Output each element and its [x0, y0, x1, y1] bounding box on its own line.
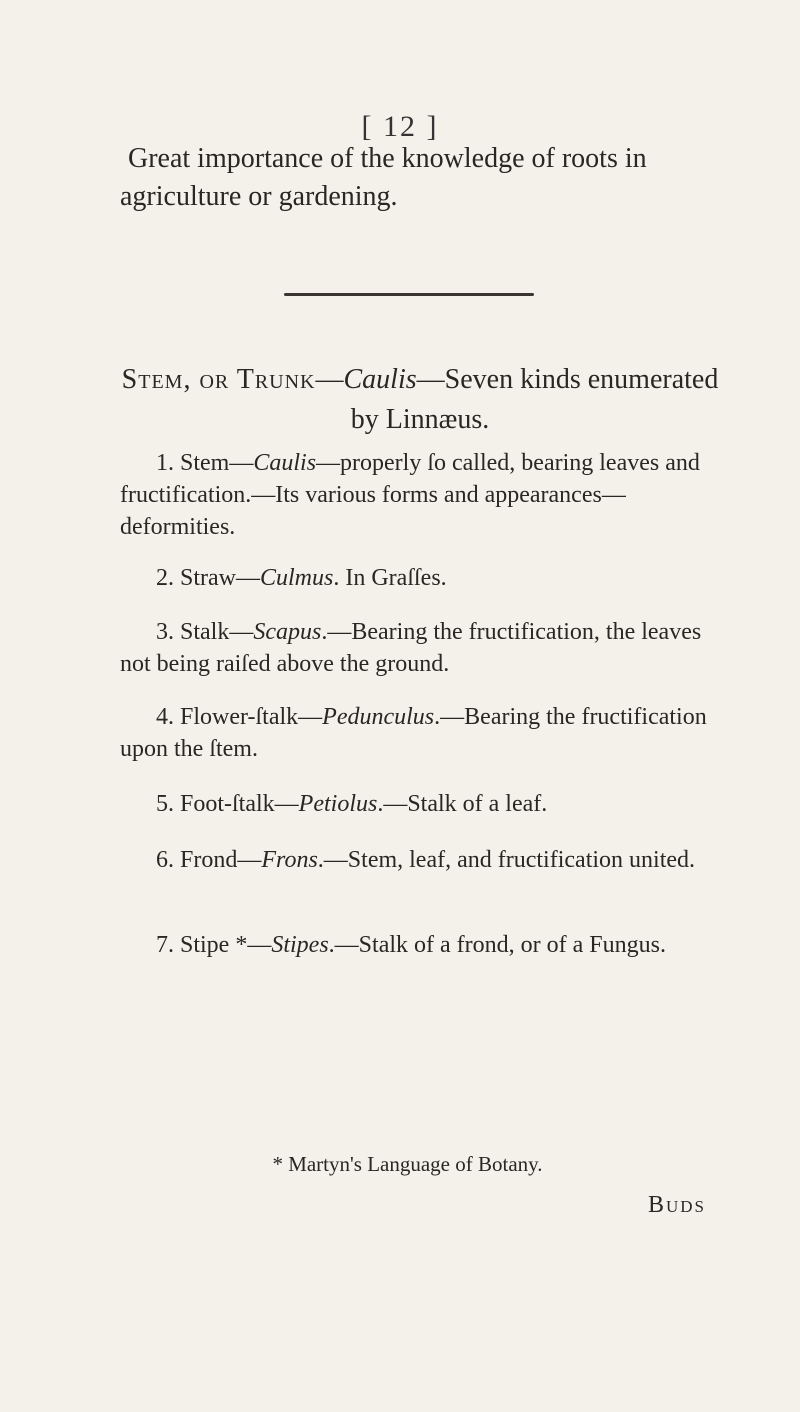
item-latin: Stipes	[271, 932, 329, 958]
item-text: —properly ſo called, bearing leaves and fructification.—Its various forms and appearances—deformities.	[120, 450, 700, 540]
list-item	[120, 701, 725, 765]
heading-subtitle: Seven kinds enumerated by Linnæus.	[350, 364, 719, 435]
heading-title: Stem, or Trunk	[121, 364, 316, 395]
section-divider	[284, 293, 534, 296]
item-latin: Petiolus	[298, 791, 378, 817]
item-lead: 4. Flower-ſtalk—	[156, 704, 323, 730]
list-item	[120, 447, 725, 543]
intro-paragraph: Great importance of the knowledge of roots in agriculture or gardening.	[120, 143, 647, 212]
item-lead: 2. Straw—	[156, 565, 260, 591]
list-item	[120, 562, 725, 594]
footnote: * Martyn's Language of Botany.	[272, 1152, 543, 1176]
item-latin: Frons	[261, 847, 318, 873]
item-latin: Pedunculus	[322, 704, 435, 730]
item-latin: Scapus	[253, 619, 322, 645]
item-text: . In Graſſes.	[333, 565, 447, 591]
item-lead: 6. Frond—	[156, 847, 262, 873]
item-text: .—Bearing the fructification, the leaves not being raiſed above the ground.	[120, 619, 702, 677]
item-latin: Culmus	[260, 565, 334, 591]
heading-latin: Caulis	[343, 364, 417, 395]
item-text: .—Stem, leaf, and fructification united.	[317, 847, 696, 873]
list-item	[120, 616, 725, 680]
list-item	[120, 844, 725, 876]
item-text: .—Bearing the fructification upon the ſtem.	[120, 704, 707, 762]
item-lead: 1. Stem—	[156, 450, 254, 476]
item-text: .—Stalk of a frond, or of a Fungus.	[328, 932, 666, 958]
item-lead: 3. Stalk—	[156, 619, 254, 645]
list-item	[120, 788, 725, 820]
heading-dash: —	[315, 364, 344, 395]
list-item	[120, 929, 725, 961]
page-number: [ 12 ]	[361, 110, 439, 143]
item-latin: Caulis	[253, 450, 317, 476]
catchword: Buds	[648, 1192, 707, 1218]
item-lead: 5. Foot-ſtalk—	[156, 791, 299, 817]
item-lead: 7. Stipe *—	[156, 932, 272, 958]
section-heading	[120, 360, 720, 440]
item-text: .—Stalk of a leaf.	[377, 791, 548, 817]
heading-dash: —	[416, 364, 445, 395]
